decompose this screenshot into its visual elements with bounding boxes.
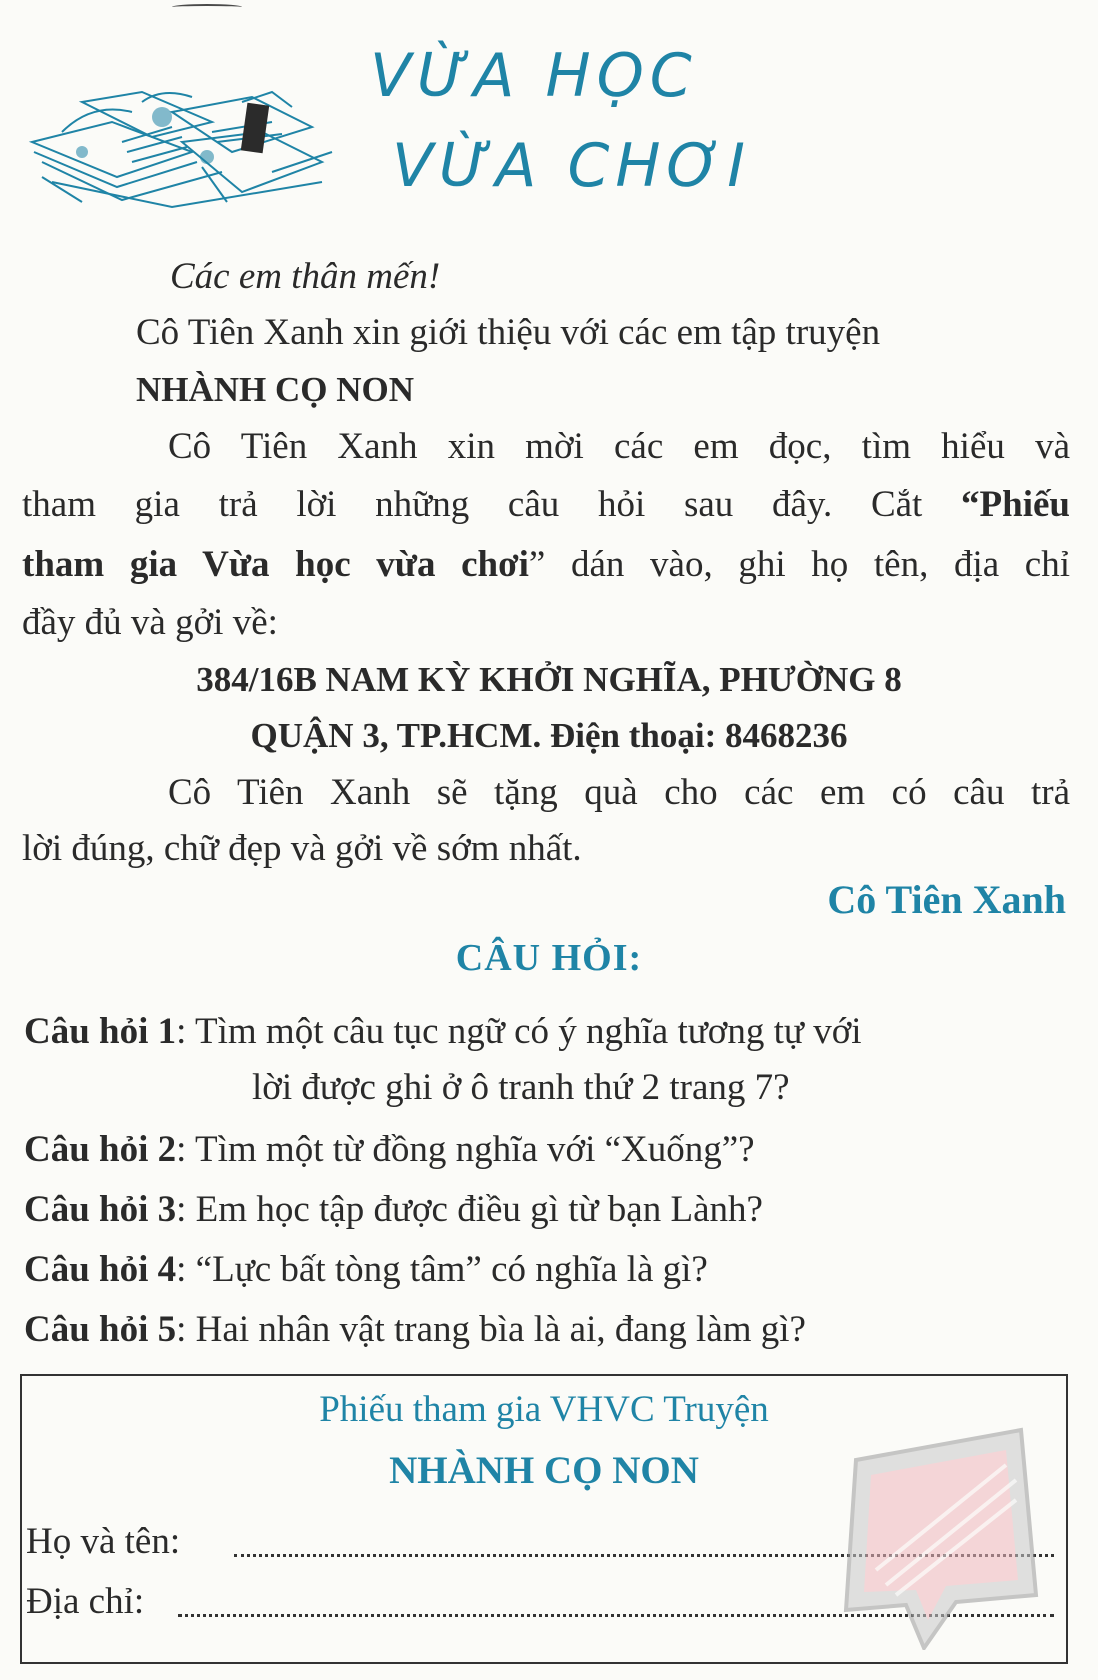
greeting: Các em thân mến! — [170, 256, 441, 297]
intro-line-4 — [22, 546, 1070, 583]
watermark-logo — [836, 1420, 1056, 1650]
question-4 — [24, 1248, 708, 1291]
signature: Cô Tiên Xanh — [827, 877, 1066, 922]
question-text: : Tìm một câu tục ngữ có ý nghĩa tương tự với — [176, 1011, 862, 1052]
address-line-1: 384/16B NAM KỲ KHỞI NGHĨA, PHƯỜNG 8 — [196, 660, 902, 699]
question-text: : Em học tập được điều gì từ bạn Lành? — [176, 1189, 763, 1230]
books-illustration-icon — [22, 82, 342, 214]
page-title-line1: VỪA HỌC — [370, 41, 698, 111]
question-5 — [24, 1308, 806, 1351]
intro-line-3-bold: “Phiếu — [961, 484, 1070, 525]
name-label: Họ và tên: — [26, 1521, 181, 1562]
intro-line-4-text: ” dán vào, ghi họ tên, địa chỉ — [528, 544, 1070, 585]
address-label: Địa chỉ: — [26, 1581, 145, 1622]
intro-line-2 — [22, 428, 1070, 465]
question-label: Câu hỏi 3 — [24, 1189, 177, 1230]
book-title: NHÀNH CỌ NON — [136, 370, 415, 409]
address-line-2: QUẬN 3, TP.HCM. Điện thoại: 8468236 — [250, 716, 848, 755]
page-title-line2: VỪA CHƠI — [392, 131, 751, 201]
question-text: : Tìm một từ đồng nghĩa với “Xuống”? — [176, 1129, 755, 1170]
question-label: Câu hỏi 5 — [24, 1309, 177, 1350]
question-3 — [24, 1188, 763, 1231]
intro-line-5: đầy đủ và gởi về: — [22, 602, 278, 643]
top-decoration — [172, 4, 242, 10]
intro-line-2-text: Cô Tiên Xanh xin mời các em đọc, tìm hiểu và — [168, 426, 1070, 467]
question-label: Câu hỏi 2 — [24, 1129, 177, 1170]
question-label: Câu hỏi 4 — [24, 1249, 177, 1290]
intro-line-1: Cô Tiên Xanh xin giới thiệu với các em tập truyện — [136, 312, 881, 353]
question-1 — [24, 1010, 862, 1053]
question-text: : Hai nhân vật trang bìa là ai, đang làm gì? — [176, 1309, 806, 1350]
question-1-continued: lời được ghi ở ô tranh thứ 2 trang 7? — [252, 1067, 790, 1108]
intro-line-3-text: tham gia trả lời những câu hỏi sau đây. Cắt — [22, 484, 962, 525]
question-text: : “Lực bất tòng tâm” có nghĩa là gì? — [176, 1249, 708, 1290]
intro-line-6-text: Cô Tiên Xanh sẽ tặng quà cho các em có câu trả — [168, 772, 1070, 813]
intro-line-4-bold: tham gia Vừa học vừa chơi — [22, 544, 529, 585]
questions-title: CÂU HỎI: — [455, 937, 643, 979]
form-title: Phiếu tham gia VHVC Truyện — [319, 1389, 769, 1430]
question-2 — [24, 1128, 755, 1171]
question-label: Câu hỏi 1 — [24, 1011, 177, 1052]
form-subtitle: NHÀNH CỌ NON — [389, 1449, 699, 1492]
intro-line-3 — [22, 486, 1070, 523]
intro-line-7: lời đúng, chữ đẹp và gởi về sớm nhất. — [22, 828, 582, 869]
intro-line-6 — [22, 774, 1070, 811]
